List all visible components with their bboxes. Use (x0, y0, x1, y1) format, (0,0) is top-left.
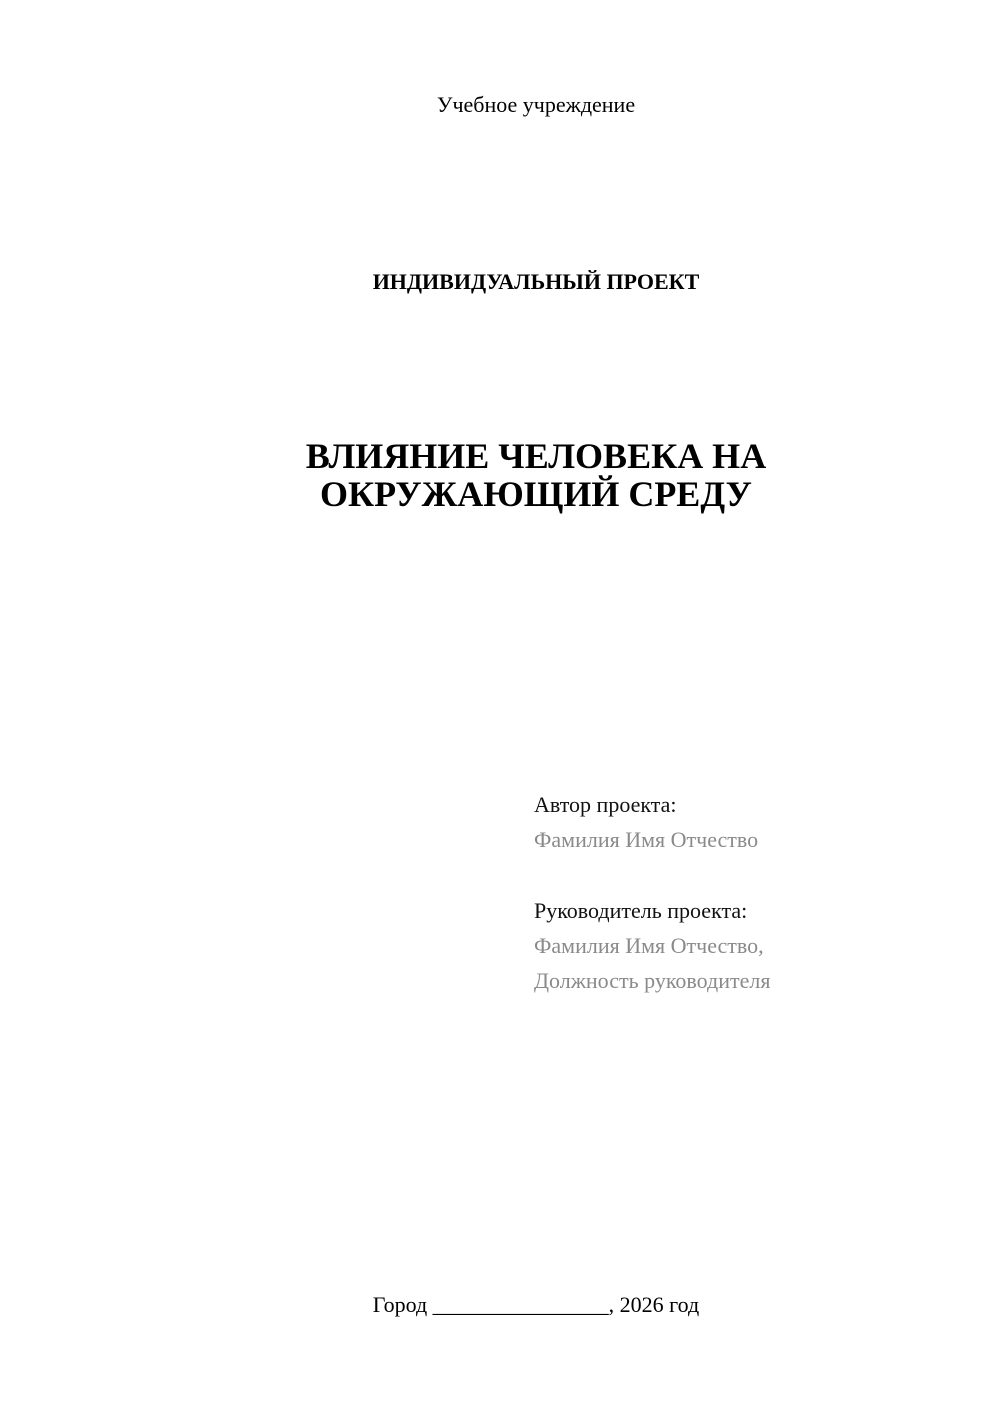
author-name: Фамилия Имя Отчество (534, 827, 759, 852)
supervisor-name: Фамилия Имя Отчество, (534, 933, 764, 958)
institution-name: Учебное учреждение (436, 92, 636, 117)
project-title-line-2: ОКРУЖАЮЩИЙ СРЕДУ (320, 474, 752, 514)
credits-block (534, 787, 770, 998)
author-label: Автор проекта: (534, 792, 677, 817)
supervisor-label: Руководитель проекта: (534, 898, 748, 923)
credits-spacer (534, 857, 770, 893)
city-year-line: Город ________________, 2026 год (372, 1292, 700, 1317)
project-title (36, 437, 1000, 513)
project-title-line-1: ВЛИЯНИЕ ЧЕЛОВЕКА НА (305, 436, 767, 476)
supervisor-position: Должность руководителя (534, 968, 771, 993)
project-kind-heading: ИНДИВИДУАЛЬНЫЙ ПРОЕКТ (372, 269, 700, 294)
